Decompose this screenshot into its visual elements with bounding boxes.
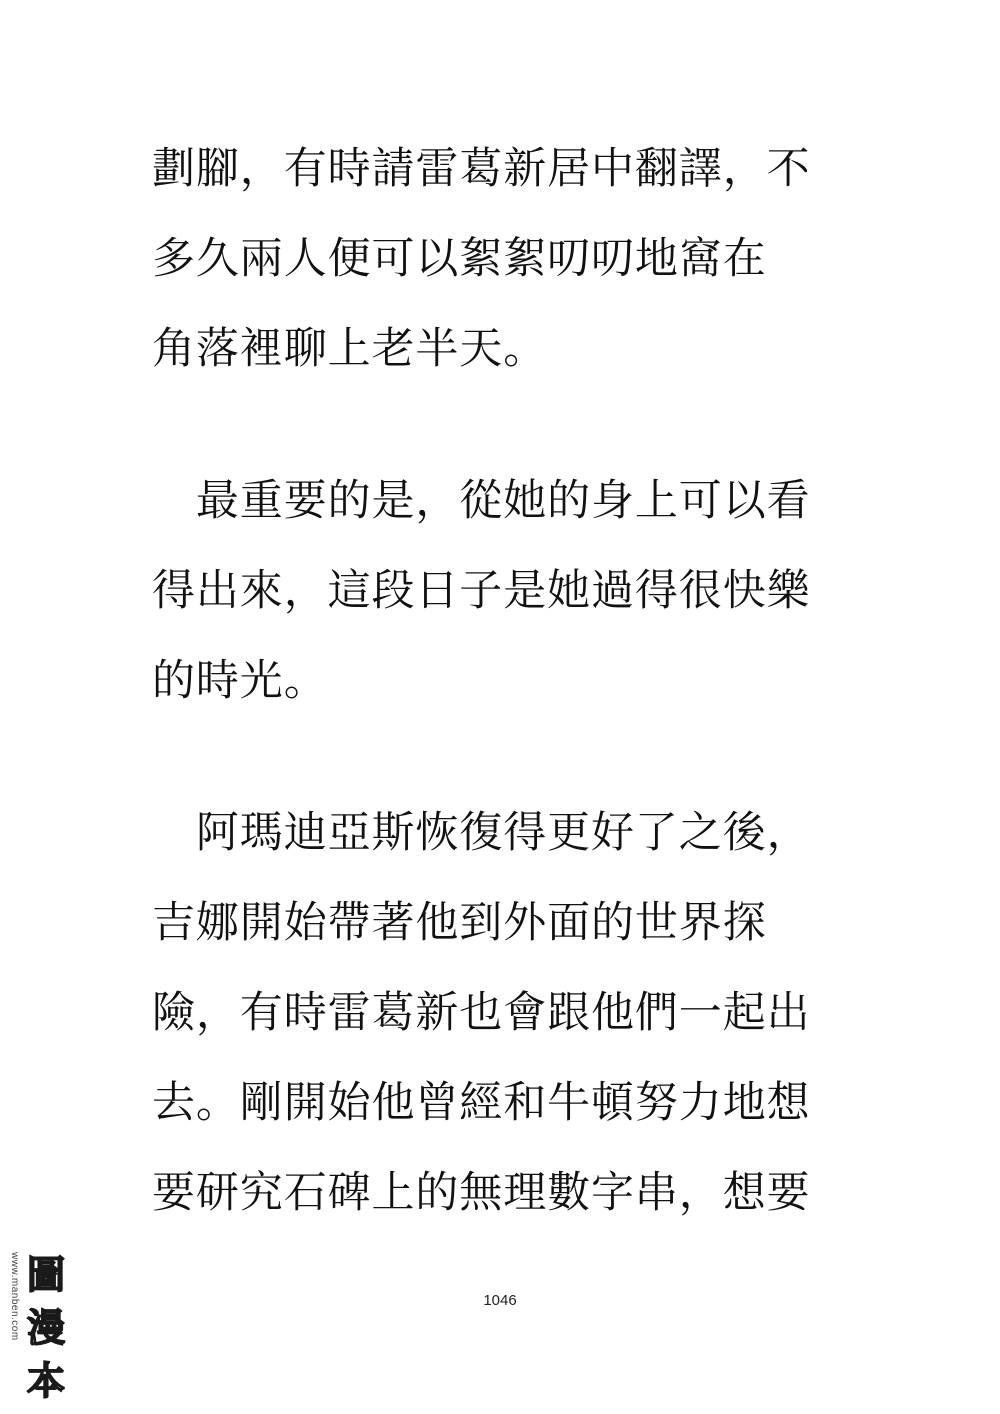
text-line: 要研究石碑上的無理數字串，想要 bbox=[152, 1168, 811, 1218]
text-line: 吉娜開始帶著他到外面的世界探 bbox=[152, 898, 767, 948]
text-line: 去。剛開始他曾經和牛頓努力地想 bbox=[152, 1078, 811, 1128]
text-line: 阿瑪迪亞斯恢復得更好了之後， bbox=[152, 808, 811, 858]
text-line: 得出來，這段日子是她過得很快樂 bbox=[152, 566, 811, 616]
text-line: 的時光。 bbox=[152, 656, 328, 706]
watermark-logo-char: 漫 bbox=[26, 1306, 65, 1350]
text-line: 角落裡聊上老半天。 bbox=[152, 324, 548, 374]
watermark bbox=[6, 1252, 68, 1404]
watermark-url: www.manben.com bbox=[9, 1252, 20, 1341]
page-number: 1046 bbox=[483, 1292, 517, 1309]
watermark-logo-char: 圖 bbox=[26, 1253, 65, 1297]
text-line: 劃腳，有時請雷葛新居中翻譯，不 bbox=[152, 144, 811, 194]
text-line: 多久兩人便可以絮絮叨叨地窩在 bbox=[152, 234, 767, 284]
watermark-logo-char: 本 bbox=[26, 1359, 65, 1403]
text-line: 險，有時雷葛新也會跟他們一起出 bbox=[152, 988, 811, 1038]
text-line: 最重要的是，從她的身上可以看 bbox=[152, 476, 811, 526]
watermark-logo bbox=[24, 1252, 68, 1404]
